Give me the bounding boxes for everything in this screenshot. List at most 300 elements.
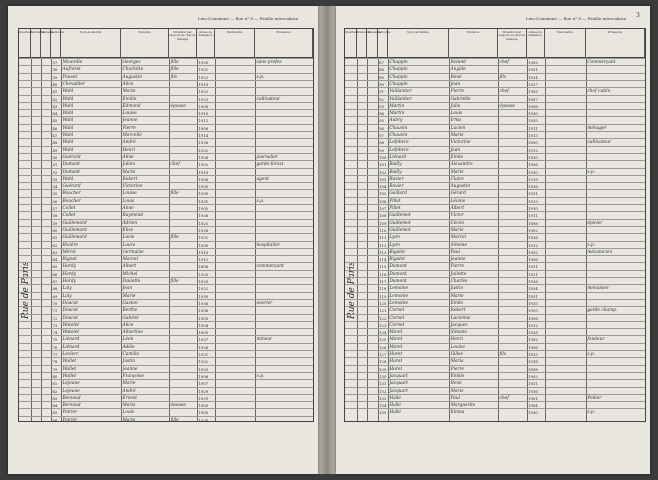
cell-year: 1905 — [198, 206, 209, 211]
cell-prof: s.p. — [256, 373, 265, 379]
cell-n: 51 — [52, 162, 58, 168]
cell-name: Boucher — [62, 198, 81, 204]
cell-n: 62 — [52, 242, 58, 248]
cell-year: 1904 — [198, 322, 209, 328]
cell-year: 1902 — [198, 162, 209, 168]
cell-n: 41 — [52, 89, 58, 95]
cell-year: 1907 — [198, 381, 209, 387]
cell-name: Huret — [389, 352, 403, 357]
cell-name: Leclerc — [62, 352, 79, 357]
cell-year: 1920 — [528, 154, 538, 160]
cell-first: Anne — [122, 206, 134, 211]
cell-first: Léon — [122, 337, 134, 343]
cell-n: 88 — [379, 67, 384, 73]
cell-n: 123 — [379, 322, 387, 328]
cell-n: 90 — [379, 81, 384, 87]
column-header: Prénoms — [449, 29, 498, 57]
column-header: Profession — [586, 29, 645, 57]
cell-first: Léonie — [450, 198, 466, 204]
cell-year: 1936 — [528, 388, 538, 394]
cell-rel: chef — [170, 162, 180, 168]
cell-year: 1931 — [198, 352, 209, 357]
cell-n: 92 — [379, 96, 384, 102]
cell-name: Liénard — [62, 344, 80, 350]
cell-n: 120 — [379, 300, 387, 306]
cell-year: 1906 — [528, 257, 538, 263]
cell-year: 1906 — [528, 344, 538, 350]
cell-n: 72 — [52, 315, 58, 321]
cell-name: Pouset — [62, 74, 78, 80]
cell-year: 1901 — [528, 395, 538, 401]
cell-year: 1926 — [528, 184, 538, 190]
cell-first: Simone — [450, 242, 467, 248]
cell-year: 1930 — [198, 191, 209, 197]
cell-first: Marie — [122, 293, 136, 299]
cell-year: 1926 — [528, 279, 538, 284]
cell-year: 1903 — [198, 410, 209, 416]
cell-name: Lejeune — [62, 388, 80, 394]
cell-first: Adrien — [122, 220, 138, 226]
cell-first: Julie — [450, 103, 461, 109]
cell-n: 71 — [52, 308, 58, 314]
cell-n: 119 — [379, 293, 387, 299]
column-header: Numéros — [357, 29, 367, 57]
cell-first: Marcelle — [122, 133, 142, 138]
cell-name: Wahl — [62, 133, 74, 138]
cell-name: Bailly — [389, 162, 402, 168]
cell-year: 1919 — [198, 169, 209, 175]
cell-year: 1928 — [198, 227, 209, 233]
cell-first: Louise — [122, 111, 137, 117]
cell-n: 85 — [52, 410, 58, 416]
column-header: Profession — [255, 29, 313, 57]
cell-year: 1936 — [198, 140, 209, 146]
cell-year: 1906 — [198, 103, 209, 109]
cell-n: 96 — [379, 125, 384, 131]
cell-n: 112 — [379, 242, 387, 248]
right-page — [336, 6, 650, 474]
cell-name: Mérot — [62, 249, 76, 255]
cell-year: 1921 — [198, 67, 209, 73]
column-header: Individus — [51, 29, 61, 57]
cell-first: Justin — [122, 359, 136, 365]
cell-name: Lejeune — [62, 381, 80, 387]
cell-name: Wahl — [62, 125, 74, 131]
cell-year: 1931 — [528, 381, 538, 387]
cell-year: 1930 — [198, 184, 209, 190]
cell-first: Louise — [122, 191, 137, 197]
cell-year: 1925 — [198, 220, 209, 226]
cell-year: 1910 — [198, 111, 209, 117]
cell-first: Robert — [450, 308, 466, 314]
cell-name: Dumont — [62, 169, 80, 175]
cell-first: Pierre — [122, 125, 136, 131]
cell-first: Gilles — [450, 352, 463, 357]
cell-prof: s.p. — [587, 242, 595, 248]
cell-year: 1922 — [198, 89, 209, 95]
cell-prof: fondeur — [587, 337, 605, 343]
cell-year: 1920 — [198, 60, 209, 65]
cell-first: Henri — [450, 337, 464, 343]
cell-prof: hospitalier — [256, 242, 280, 248]
cell-first: Jeanne — [122, 118, 138, 124]
cell-first: Emma — [450, 410, 465, 416]
cell-n: 130 — [379, 373, 387, 379]
cell-name: Ravier — [389, 176, 404, 182]
cell-year: 1928 — [198, 344, 209, 350]
cell-first: Gabriel — [122, 315, 139, 321]
cell-n: 61 — [52, 235, 58, 241]
cell-name: Hallé — [389, 410, 401, 416]
cell-name: Hallé — [389, 395, 401, 401]
cell-name: Ravier — [389, 184, 404, 190]
cell-year: 1902 — [528, 60, 538, 65]
cell-first: Jeanne — [122, 366, 138, 372]
cell-year: 1932 — [528, 322, 538, 328]
cell-n: 48 — [52, 140, 58, 146]
cell-first: Jacques — [450, 322, 468, 328]
cell-n: 131 — [379, 381, 387, 387]
cell-name: Mourelle — [62, 60, 83, 65]
cell-rel — [500, 409, 527, 416]
cell-name: Chappin — [389, 74, 408, 80]
cell-year: 1930 — [198, 293, 209, 299]
cell-first: Marie — [450, 169, 464, 175]
cell-year: 1924 — [528, 74, 538, 80]
cell-n: 116 — [379, 271, 387, 277]
cell-year: 1935 — [528, 118, 538, 124]
cell-first: Albert — [122, 264, 137, 270]
cell-year: 1910 — [198, 249, 209, 255]
cell-first: Albertine — [122, 330, 143, 336]
cell-year: 1901 — [528, 67, 538, 73]
cell-first: André — [122, 388, 136, 394]
cell-name: Lefebvre — [389, 140, 409, 146]
cell-rel: fille — [170, 60, 179, 65]
cell-name: Jacquart — [389, 388, 408, 394]
cell-name: Guillemot — [389, 227, 411, 233]
cell-year: 1931 — [198, 235, 209, 241]
cell-n: 76 — [52, 344, 58, 350]
cell-year: 1898 — [198, 264, 209, 270]
cell-rel: fils — [499, 74, 506, 80]
cell-name: Guillemot — [389, 213, 411, 219]
cell-first: Edmond — [122, 103, 141, 109]
cell-name: Wahl — [62, 118, 74, 124]
cell-first: Michel — [122, 271, 138, 277]
cell-name: Chappin — [389, 81, 408, 87]
cell-n: 126 — [379, 344, 387, 350]
cell-year: 1918 — [528, 359, 538, 365]
cell-n: 103 — [379, 176, 387, 182]
cell-name: Wallet — [62, 373, 77, 379]
cell-name: Poirier — [62, 417, 78, 423]
cell-prof: s.p. — [256, 198, 265, 204]
cell-n: 58 — [52, 213, 58, 219]
cell-n: 106 — [379, 198, 387, 204]
cell-name: Cornet — [389, 315, 405, 321]
cell-name: Doucet — [62, 308, 78, 314]
cell-year: 1919 — [528, 176, 538, 182]
cell-first: Ernest — [122, 395, 137, 401]
cell-first: Juliette — [450, 271, 467, 277]
cell-first: Émilie — [122, 96, 137, 102]
cell-n: 129 — [379, 366, 387, 372]
cell-year: 1931 — [528, 191, 538, 197]
cell-first: Charles — [450, 279, 468, 284]
cell-n: 79 — [52, 366, 58, 372]
cell-name: Wahl — [62, 176, 74, 182]
cell-n: 86 — [52, 417, 58, 423]
cell-prof: mineur — [256, 337, 273, 343]
cell-name: Boucher — [62, 191, 81, 197]
cell-year: 1907 — [528, 96, 538, 102]
cell-name: Huret — [389, 359, 403, 365]
cell-first: Angèle — [450, 67, 466, 73]
cell-year: 1927 — [198, 337, 209, 343]
cell-first: Germaine — [122, 249, 144, 255]
cell-n: 37 — [52, 60, 58, 65]
cell-year: 1931 — [528, 293, 538, 299]
cell-n: 95 — [379, 118, 384, 124]
column-header: Nom de famille — [61, 29, 121, 57]
cell-name: Morel — [389, 330, 403, 336]
cell-year: 1932 — [198, 359, 209, 365]
left-census-table — [18, 28, 314, 422]
cell-n: 115 — [379, 264, 387, 270]
cell-first: Irma — [450, 118, 461, 124]
left-page-header: Lieu-Commune — Rue n° 8 — Feuille intercalaire — [198, 16, 299, 21]
cell-first: Aline — [122, 154, 134, 160]
cell-first: Lucie — [122, 235, 135, 241]
column-header: Ménages — [41, 29, 51, 57]
cell-name: Cornet — [389, 308, 405, 314]
cell-first: Marie — [122, 169, 136, 175]
cell-first: Émile — [450, 300, 464, 306]
column-header: Quartiers — [345, 29, 357, 57]
cell-year: 1902 — [528, 337, 538, 343]
cell-year: 1906 — [528, 315, 538, 321]
cell-year: 1935 — [528, 300, 538, 306]
cell-n: 77 — [52, 352, 58, 357]
cell-first: Alexandre — [450, 162, 473, 168]
cell-first: Marie — [122, 89, 136, 95]
cell-prof: sans-profes. — [256, 60, 283, 65]
cell-year: 1902 — [528, 373, 538, 379]
column-header: Nom de famille — [388, 29, 449, 57]
cell-first: René — [450, 381, 462, 387]
cell-name: Gaillard — [389, 191, 407, 197]
cell-year: 1908 — [198, 176, 209, 182]
cell-year: 1928 — [528, 330, 538, 336]
cell-year: 1936 — [198, 308, 209, 314]
cell-n: 110 — [379, 227, 387, 233]
cell-n: 127 — [379, 352, 387, 357]
cell-first: Gérard — [450, 191, 466, 197]
cell-year: 1926 — [528, 235, 538, 241]
cell-first: Charlotte — [122, 67, 144, 73]
cell-name: Martin — [389, 111, 405, 117]
cell-first: Berthe — [122, 308, 138, 314]
cell-first: Marguerite — [450, 403, 476, 409]
cell-name: Pillet — [389, 206, 401, 211]
cell-name: Lefebvre — [389, 147, 409, 153]
column-header: Prénoms — [121, 29, 169, 57]
column-header: Nationalité — [545, 29, 586, 57]
cell-n: 122 — [379, 315, 387, 321]
cell-year: 1929 — [198, 395, 209, 401]
cell-n: 113 — [379, 249, 387, 255]
cell-year: 1910 — [528, 206, 538, 211]
cell-prof: garde-forest. — [256, 162, 285, 168]
cell-name: Pillet — [389, 198, 401, 204]
street-name: Rue de Paris — [347, 261, 357, 319]
cell-name: Bailly — [389, 169, 402, 175]
cell-prof: agent — [256, 176, 269, 182]
column-header: Année de naissance — [527, 29, 545, 57]
cell-first: Gabrielle — [450, 96, 471, 102]
cell-n: 133 — [379, 395, 387, 401]
cell-n: 128 — [379, 359, 387, 365]
cell-name: Chauvin — [389, 125, 408, 131]
cell-year: 1890 — [528, 140, 538, 146]
cell-year: 1925 — [198, 271, 209, 277]
cell-name: Bersoud — [62, 395, 81, 401]
cell-n: 69 — [52, 293, 58, 299]
cell-prof: s.p. — [587, 169, 595, 175]
cell-year: 1911 — [528, 213, 538, 219]
cell-name: Laly — [62, 286, 72, 292]
cell-name: Dumont — [62, 162, 80, 168]
cell-prof — [257, 417, 313, 424]
cell-year: 1903 — [528, 89, 538, 95]
cell-n: 52 — [52, 169, 58, 175]
cell-name: Hallé — [389, 403, 401, 409]
cell-first: Jean — [122, 286, 133, 292]
cell-n: 109 — [379, 220, 387, 226]
cell-n: 87 — [379, 60, 384, 65]
cell-year: 1930 — [528, 111, 538, 117]
cell-first: Roland — [450, 60, 466, 65]
cell-name: Dumont — [389, 279, 407, 284]
cell-first: Georges — [122, 60, 141, 65]
cell-name: Lemoine — [389, 286, 409, 292]
cell-year: 1923 — [198, 96, 209, 102]
cell-n: 108 — [379, 213, 387, 219]
cell-year: 1922 — [198, 286, 209, 292]
column-header: Année de naissance — [197, 29, 215, 57]
cell-first: Pierre — [450, 89, 465, 95]
cell-name: Poirier — [62, 410, 78, 416]
cell-rel: chef — [499, 60, 509, 65]
cell-prof: s.p. — [587, 410, 595, 416]
cell-prof: s.p. — [587, 352, 595, 357]
cell-name: Watelet — [62, 322, 80, 328]
cell-n: 47 — [52, 133, 58, 138]
cell-name: Guillemard — [62, 235, 87, 241]
cell-year: 1912 — [198, 118, 209, 124]
cell-n: 65 — [52, 264, 58, 270]
cell-first: Louis — [450, 111, 463, 117]
cell-name: Huret — [389, 366, 403, 372]
cell-n: 64 — [52, 257, 58, 263]
cell-n: 121 — [379, 308, 387, 314]
cell-n: 94 — [379, 111, 384, 117]
cell-n: 70 — [52, 300, 58, 306]
cell-rel: épouse — [170, 403, 186, 409]
cell-name: Collet — [62, 213, 76, 219]
cell-first: Henri — [122, 147, 135, 153]
cell-name: Rigolet — [389, 249, 405, 255]
cell-n: 81 — [52, 381, 58, 387]
cell-first: Raymond — [122, 213, 144, 219]
cell-n: 118 — [379, 286, 387, 292]
cell-first: Marie — [450, 293, 464, 299]
cell-n: 117 — [379, 279, 387, 284]
cell-first: Justin — [450, 286, 464, 292]
cell-rel: fille — [170, 417, 179, 423]
cell-first: Augustin — [450, 184, 471, 190]
cell-name: Doucet — [62, 300, 78, 306]
column-header: Nationalité — [215, 29, 255, 57]
cell-year: 1929 — [198, 388, 209, 394]
cell-year: 1932 — [198, 147, 209, 153]
table-row — [19, 416, 313, 424]
cell-name: Wahl — [62, 103, 74, 109]
cell-name: Vaillantier — [389, 89, 412, 95]
cell-n: 59 — [52, 220, 58, 226]
cell-n: 60 — [52, 227, 58, 233]
cell-first: Cécile — [450, 220, 465, 226]
cell-name: Wahl — [62, 89, 74, 95]
cell-n: 42 — [52, 96, 58, 102]
cell-first: Françoise — [122, 373, 144, 379]
cell-rel: épouse — [170, 103, 186, 109]
cell-year: 1913 — [528, 133, 538, 138]
cell-name: Guillemard — [62, 227, 87, 233]
cell-year: 1903 — [198, 315, 209, 321]
cell-n: 66 — [52, 271, 58, 277]
cell-n: 93 — [379, 103, 384, 109]
cell-year: 1927 — [528, 81, 538, 87]
cell-first: Jean — [450, 147, 461, 153]
cell-n: 53 — [52, 176, 58, 182]
cell-first: René — [450, 74, 462, 80]
cell-year: 1914 — [198, 133, 209, 138]
right-census-table — [344, 28, 646, 422]
cell-year: 1930 — [198, 242, 209, 248]
cell-n: 44 — [52, 111, 58, 117]
cell-name: Collet — [62, 206, 76, 211]
cell-name: Wahl — [62, 147, 74, 153]
cell-name: Wahl — [62, 96, 74, 102]
cell-n: 45 — [52, 118, 58, 124]
cell-first: Victorine — [450, 140, 471, 146]
page-number: 3 — [636, 12, 640, 19]
cell-first: Marcel — [450, 235, 466, 241]
cell-first: Marie — [122, 403, 136, 409]
cell-prof: s.p. — [256, 74, 265, 80]
cell-name: Laly — [62, 293, 72, 299]
cell-name: Guérard — [62, 184, 81, 190]
cell-first: Jean — [450, 81, 461, 87]
cell-rel: fille — [170, 67, 179, 73]
cell-year: 1898 — [528, 366, 538, 372]
cell-first: Gaston — [122, 300, 138, 306]
cell-name: Cornet — [389, 322, 405, 328]
cell-year: 1912 — [198, 257, 209, 263]
cell-rel: fille — [170, 279, 179, 284]
